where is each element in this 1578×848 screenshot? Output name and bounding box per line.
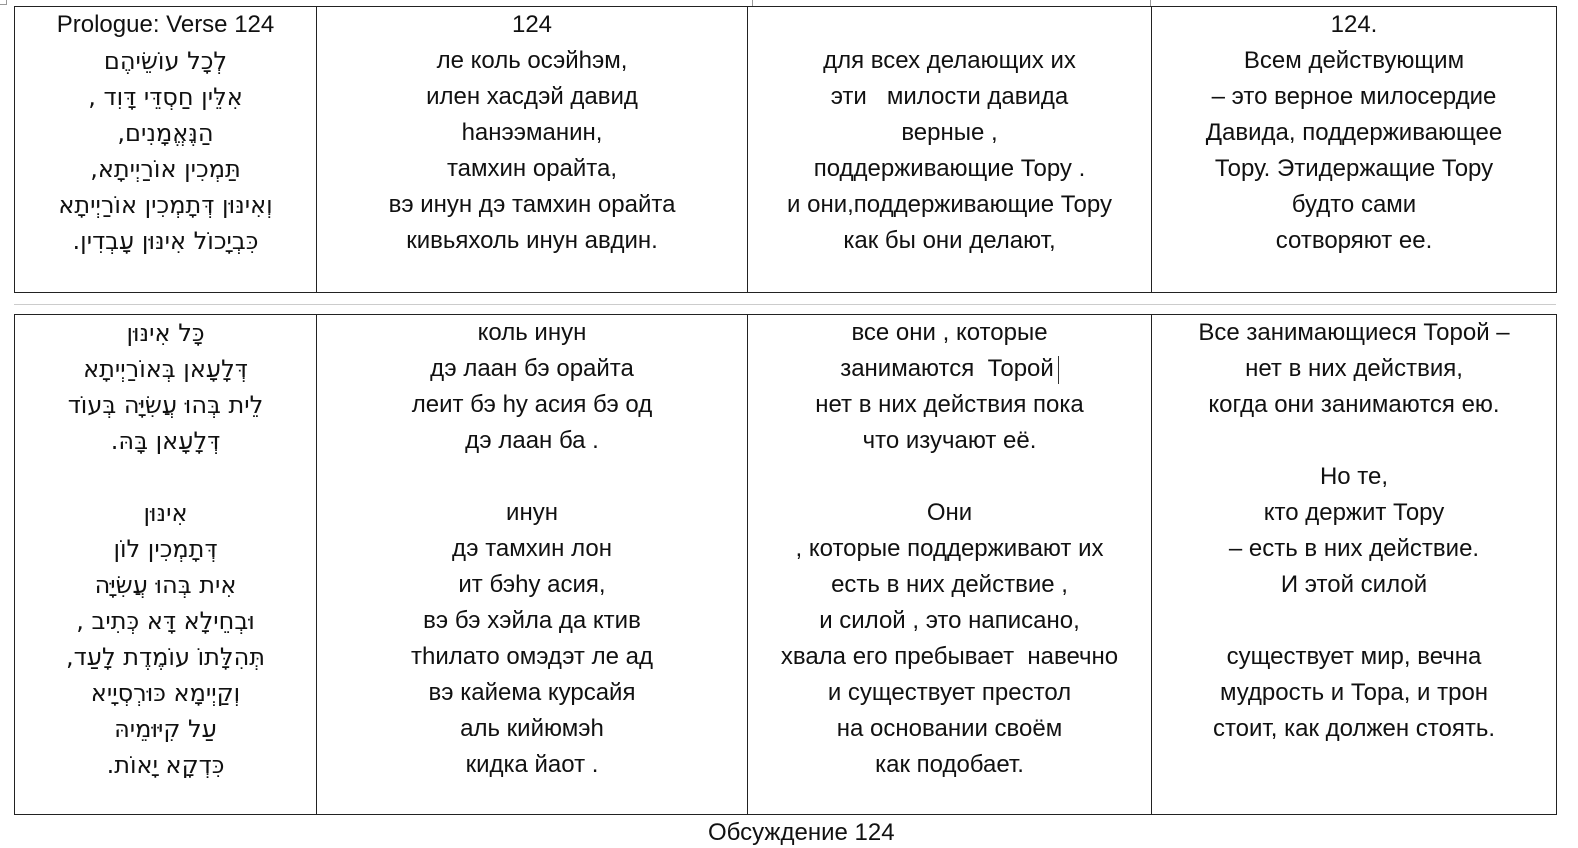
translation-line: – это верное милосердие	[1211, 83, 1497, 110]
translation-line	[1152, 603, 1556, 639]
hebrew-line: דְּתָמְכִין לוֹן	[113, 535, 218, 563]
translation-line: будто сами	[1291, 191, 1417, 218]
translation-line	[748, 7, 1151, 43]
transliteration-line: дэ лаан бэ орайта	[430, 355, 634, 382]
translation-line: , которые поддерживают их	[795, 535, 1104, 562]
hebrew-line: אִלֵּין חַסְדֵּי דָּוִד ,	[88, 83, 243, 111]
translation-line: когда они занимаются ею.	[1208, 391, 1500, 418]
transliteration-line: вэ кайема курсайя	[428, 679, 636, 706]
transliteration-line: ле коль осэйhэм,	[436, 47, 628, 74]
transliteration-cell[interactable]	[317, 7, 748, 293]
verse-number: 124	[511, 11, 553, 38]
transliteration-cell[interactable]	[317, 315, 748, 815]
transliteration-line: вэ инун дэ тамхин орайта	[388, 191, 676, 218]
hebrew-line: לֵית בְּהוּ עֲשִׂיָּה בְּעוֹד	[67, 391, 264, 419]
transliteration-line: дэ лаан ба .	[465, 427, 599, 454]
translation-line: Тору. Этидержащие Тору	[1214, 155, 1494, 182]
transliteration-line: инун	[506, 499, 558, 526]
translation-line: все они , которые	[851, 319, 1048, 346]
transliteration-line: вэ бэ хэйла да ктив	[423, 607, 641, 634]
hebrew-line: לְכָל עוֹשֵׂיהֶם	[103, 47, 228, 75]
translation-line: что изучают её.	[862, 427, 1037, 454]
verse-table-1	[14, 6, 1557, 293]
translation-line: верные ,	[901, 119, 998, 146]
hebrew-line: דְּלָעָאן בְּאוֹרַיְיתָא	[83, 355, 248, 383]
transliteration-line: илен хасдэй давид	[426, 83, 638, 110]
translation-line: Но те,	[1319, 463, 1389, 490]
verse-number: 124.	[1330, 11, 1378, 38]
verse-heading: Prologue: Verse 124	[56, 11, 275, 38]
transliteration-line: дэ тамхин лон	[452, 535, 612, 562]
translation-line: хвала его пребывает навечно	[780, 643, 1119, 670]
translation-line: существует мир, вечна	[1226, 643, 1482, 670]
section-caption: Обсуждение 124	[708, 819, 895, 846]
translation-line: нет в них действия пока	[815, 391, 1084, 418]
transliteration-line: кивьяхоль инун авдин.	[406, 227, 658, 254]
table-separator	[14, 304, 1556, 305]
translation-line: поддерживающие Тору .	[813, 155, 1086, 182]
translation-line: кто держит Тору	[1263, 499, 1445, 526]
translation-line: и они,поддерживающие Тору	[787, 191, 1112, 218]
translation-line: И этой силой	[1280, 571, 1428, 598]
verse-table-2	[14, 314, 1557, 815]
translation-line: и силой , это написано,	[819, 607, 1080, 634]
hebrew-line: כָּל אִינּוּן	[126, 319, 205, 347]
transliteration-line: ит бэhу асия,	[458, 571, 606, 598]
transliteration-line: тамхин орайта,	[446, 155, 618, 182]
hebrew-line: תַּמְכִין אוֹרַיְיתָא,	[90, 155, 241, 183]
translation-line: и существует престол	[827, 679, 1072, 706]
translation-line	[748, 459, 1151, 495]
translation-line-with-cursor	[748, 351, 1151, 387]
translation-line: Они	[926, 499, 973, 526]
hebrew-line: דְּלָעָאן בָּהּ.	[110, 427, 221, 455]
transliteration-line	[317, 459, 747, 495]
literary-translation-cell[interactable]	[1152, 7, 1557, 293]
translation-line: как подобает.	[875, 751, 1024, 778]
translation-line: – есть в них действие.	[1228, 535, 1480, 562]
translation-line: эти милости давида	[830, 83, 1069, 110]
hebrew-line: וְקַיְימָא כּוּרְסְיָיא	[90, 679, 241, 707]
literal-translation-cell[interactable]	[748, 7, 1152, 293]
text-cursor	[1058, 356, 1059, 384]
translation-line: есть в них действие ,	[831, 571, 1068, 598]
hebrew-line: הַנֶּאֱמָנִים,	[117, 119, 214, 147]
translation-line: мудрость и Тора, и трон	[1219, 679, 1489, 706]
page-corner-mark	[0, 0, 7, 5]
translation-line	[1152, 423, 1556, 459]
hebrew-line: אִית בְּהוּ עֲשִׂיָּה	[94, 571, 237, 599]
translation-line: нет в них действия,	[1245, 355, 1463, 382]
literary-translation-cell[interactable]	[1152, 315, 1557, 815]
translation-line: для всех делающих их	[823, 47, 1076, 74]
translation-line: стоит, как должен стоять.	[1212, 715, 1496, 742]
literal-translation-cell[interactable]	[748, 315, 1152, 815]
hebrew-line: אִינּוּן	[143, 499, 188, 527]
table-row	[15, 7, 1557, 293]
transliteration-line: hанээманин,	[461, 119, 603, 146]
hebrew-line: עַל קִיּוּמֵיהּ	[114, 715, 217, 743]
hebrew-line: כִּבְיָכוֹל אִינּוּן עָבְדִין.	[72, 227, 259, 255]
translation-line: Давида, поддерживающее	[1205, 119, 1503, 146]
hebrew-line	[15, 459, 316, 495]
transliteration-line: кидка йаот .	[465, 751, 599, 778]
translation-line: сотворяют ее.	[1275, 227, 1433, 254]
transliteration-line: тhилато омэдэт ле ад	[411, 643, 653, 670]
translation-line-text: занимаются Торой	[840, 355, 1054, 382]
transliteration-line: коль инун	[477, 319, 587, 346]
hebrew-text-cell[interactable]	[15, 315, 317, 815]
hebrew-line: וּבְחֵילָא דָּא כְּתִיב ,	[76, 607, 255, 635]
translation-line: Всем действующим	[1243, 47, 1465, 74]
translation-line: как бы они делают,	[843, 227, 1056, 254]
hebrew-line: תְּהִלָּתוֹ עוֹמֶדֶת לָעַד,	[65, 643, 266, 671]
transliteration-line: леит бэ hу асия бэ од	[411, 391, 653, 418]
transliteration-line: аль кийюмэh	[460, 715, 604, 742]
hebrew-line: כִּדְקָא יָאוֹת.	[106, 751, 225, 779]
hebrew-text-cell[interactable]	[15, 7, 317, 293]
translation-line: Все занимающиеся Торой –	[1198, 319, 1510, 346]
hebrew-line: וְאִינּוּן דְּתָמְכִין אוֹרַיְיתָא	[58, 191, 273, 219]
table-row	[15, 315, 1557, 815]
translation-line: на основании своём	[836, 715, 1063, 742]
